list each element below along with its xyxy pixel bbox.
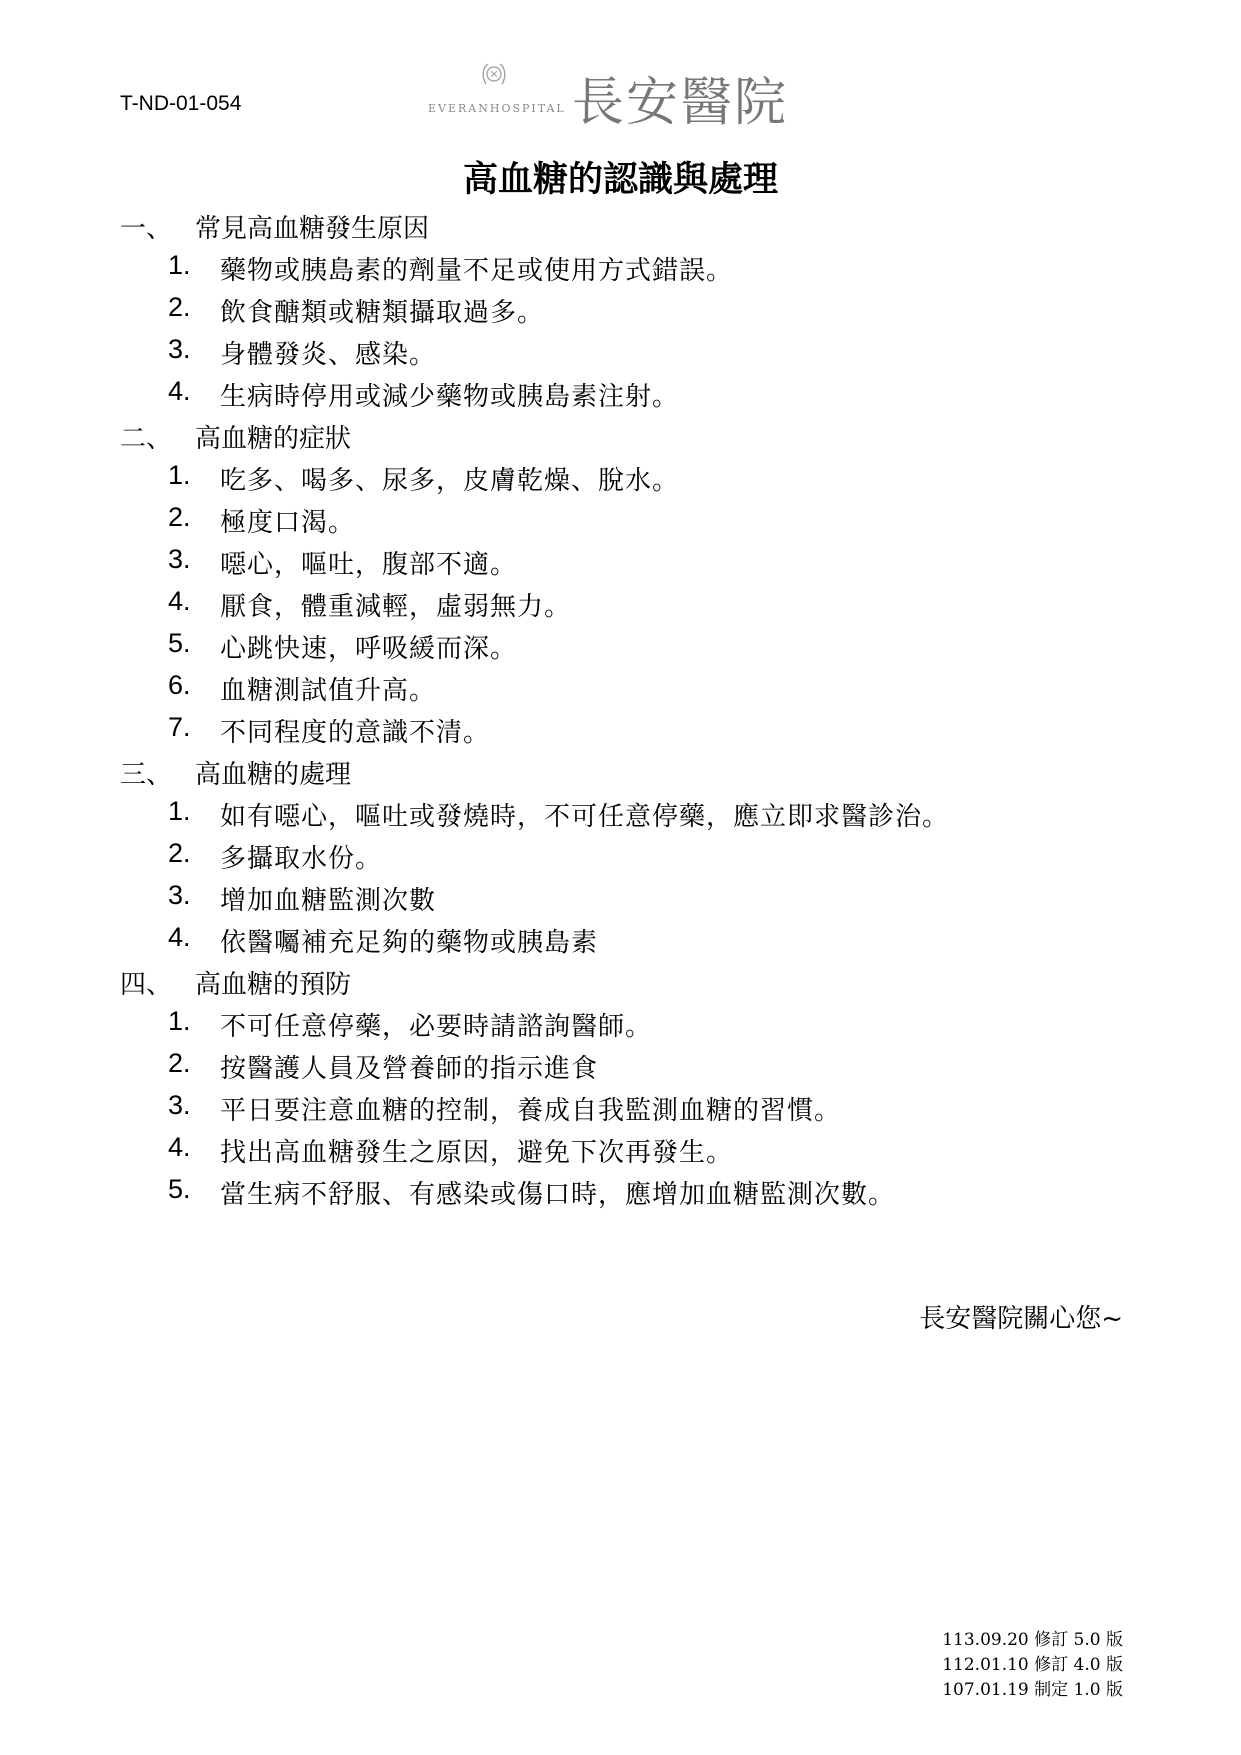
section-title: 常見高血糖發生原因 xyxy=(195,214,430,244)
list-item xyxy=(0,586,1241,628)
list-item-number: 3. xyxy=(168,544,191,574)
list-item-number: 1. xyxy=(168,796,191,826)
section-title: 高血糖的預防 xyxy=(195,970,352,1000)
section-number: 一、 xyxy=(120,214,173,244)
list-item-number: 4. xyxy=(168,376,191,406)
list-item-number: 7. xyxy=(168,712,191,742)
revision-line: 113.09.20 修訂 5.0 版 xyxy=(942,1630,1123,1650)
section-heading xyxy=(0,754,1241,796)
section-number: 二、 xyxy=(120,424,173,454)
list-item-text: 飲食醣類或糖類攝取過多。 xyxy=(220,298,545,328)
list-item-number: 2. xyxy=(168,502,191,532)
list-item-text: 厭食，體重減輕，虛弱無力。 xyxy=(220,592,572,622)
list-item xyxy=(0,1090,1241,1132)
list-item-text: 當生病不舒服、有感染或傷口時，應增加血糖監測次數。 xyxy=(220,1180,896,1210)
list-item-text: 噁心，嘔吐，腹部不適。 xyxy=(220,550,518,580)
list-item xyxy=(0,1048,1241,1090)
list-item-number: 6. xyxy=(168,670,191,700)
list-item xyxy=(0,880,1241,922)
list-item-text: 平日要注意血糖的控制，養成自我監測血糖的習慣。 xyxy=(220,1096,842,1126)
list-item xyxy=(0,502,1241,544)
list-item xyxy=(0,250,1241,292)
list-item xyxy=(0,838,1241,880)
list-item-text: 增加血糖監測次數 xyxy=(220,886,437,916)
list-item xyxy=(0,1132,1241,1174)
list-item-number: 5. xyxy=(168,628,191,658)
list-item-number: 3. xyxy=(168,1090,191,1120)
list-item-number: 5. xyxy=(168,1174,191,1204)
list-item-text: 如有噁心，嘔吐或發燒時，不可任意停藥，應立即求醫診治。 xyxy=(220,802,950,832)
content-sections xyxy=(0,208,1241,1216)
list-item-text: 多攝取水份。 xyxy=(220,844,383,874)
revision-line: 112.01.10 修訂 4.0 版 xyxy=(942,1655,1123,1675)
list-item xyxy=(0,712,1241,754)
logo-chinese-name: 長安醫院 xyxy=(572,73,789,133)
list-item-number: 1. xyxy=(168,460,191,490)
list-item-number: 2. xyxy=(168,292,191,322)
revision-history xyxy=(942,1628,1123,1703)
section-heading xyxy=(0,418,1241,460)
list-item-number: 3. xyxy=(168,334,191,364)
list-item-text: 身體發炎、感染。 xyxy=(220,340,437,370)
list-item-text: 不可任意停藥，必要時請諮詢醫師。 xyxy=(220,1012,653,1042)
list-item xyxy=(0,796,1241,838)
list-item-text: 找出高血糖發生之原因，避免下次再發生。 xyxy=(220,1138,734,1168)
list-item-number: 1. xyxy=(168,250,191,280)
section-title: 高血糖的症狀 xyxy=(195,424,352,454)
list-item-number: 4. xyxy=(168,586,191,616)
revision-line: 107.01.19 制定 1.0 版 xyxy=(942,1680,1123,1700)
list-item-number: 4. xyxy=(168,922,191,952)
list-item xyxy=(0,460,1241,502)
list-item-text: 吃多、喝多、尿多，皮膚乾燥、脫水。 xyxy=(220,466,680,496)
hospital-logo xyxy=(428,58,828,133)
list-item-number: 4. xyxy=(168,1132,191,1162)
list-item xyxy=(0,922,1241,964)
section-heading xyxy=(0,208,1241,250)
list-item xyxy=(0,628,1241,670)
list-item-number: 2. xyxy=(168,1048,191,1078)
section-number: 四、 xyxy=(120,970,173,1000)
list-item-number: 3. xyxy=(168,880,191,910)
list-item-number: 1. xyxy=(168,1006,191,1036)
page-title: 高血糖的認識與處理 xyxy=(462,160,778,200)
hospital-emblem-icon xyxy=(478,58,510,90)
section-number: 三、 xyxy=(120,760,173,790)
section-heading xyxy=(0,964,1241,1006)
list-item xyxy=(0,1174,1241,1216)
section-title: 高血糖的處理 xyxy=(195,760,352,790)
list-item-number: 2. xyxy=(168,838,191,868)
list-item-text: 血糖測試值升高。 xyxy=(220,676,437,706)
document-code: T-ND-01-054 xyxy=(120,92,242,115)
list-item xyxy=(0,292,1241,334)
list-item-text: 生病時停用或減少藥物或胰島素注射。 xyxy=(220,382,680,412)
list-item-text: 依醫囑補充足夠的藥物或胰島素 xyxy=(220,928,599,958)
list-item-text: 極度口渴。 xyxy=(220,508,356,538)
list-item xyxy=(0,1006,1241,1048)
logo-english-name: EVERANHOSPITAL xyxy=(428,102,566,115)
list-item xyxy=(0,670,1241,712)
list-item-text: 不同程度的意識不清。 xyxy=(220,718,491,748)
list-item xyxy=(0,544,1241,586)
list-item-text: 心跳快速，呼吸緩而深。 xyxy=(220,634,518,664)
closing-message: 長安醫院關心您~ xyxy=(919,1304,1123,1334)
list-item-text: 藥物或胰島素的劑量不足或使用方式錯誤。 xyxy=(220,256,734,286)
list-item-text: 按醫護人員及營養師的指示進食 xyxy=(220,1054,599,1084)
list-item xyxy=(0,376,1241,418)
list-item xyxy=(0,334,1241,376)
